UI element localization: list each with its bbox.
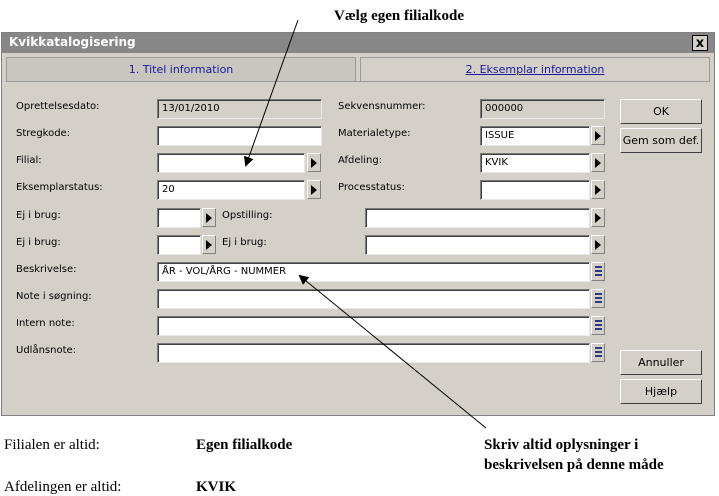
beskrivelse-input[interactable]: ÅR - VOL/ÅRG - NUMMER (157, 262, 590, 282)
afdeling-input[interactable]: KVIK (480, 153, 590, 173)
tab-label: 2. Eksemplar information (465, 63, 605, 76)
label-ej-i-brug-3: Ej i brug: (222, 237, 267, 248)
annotation-filial-value: Egen filialkode (196, 437, 293, 453)
label-note-i-soegning: Note i søgning: (16, 291, 92, 302)
annotation-bottom-right-line2: beskrivelsen på denne måde (484, 457, 664, 473)
label-eksemplarstatus: Eksemplarstatus: (16, 182, 103, 193)
label-materialetype: Materialetype: (338, 128, 411, 139)
eksemplarstatus-input[interactable]: 20 (157, 180, 305, 200)
arrow-to-beskrivelse (300, 276, 486, 428)
annotation-afdeling-value: KVIK (196, 479, 237, 495)
tab-label: 1. Titel information (128, 63, 234, 76)
sekvensnummer-field: 000000 (480, 99, 605, 119)
annotation-bottom-right-line1: Skriv altid oplysninger i (484, 437, 639, 453)
close-button[interactable]: x (692, 35, 708, 51)
label-filial: Filial: (16, 155, 42, 166)
label-opstilling: Opstilling: (222, 210, 273, 221)
label-udlaansnote: Udlånsnote: (16, 345, 77, 356)
oprettelsesdato-field: 13/01/2010 (157, 99, 322, 119)
label-stregkode: Stregkode: (16, 128, 71, 139)
annotation-filial-label: Filialen er altid: (4, 437, 100, 453)
ok-button[interactable]: OK (620, 99, 702, 124)
materialetype-input[interactable]: ISSUE (480, 126, 590, 146)
label-processtatus: Processtatus: (338, 182, 405, 193)
label-afdeling: Afdeling: (338, 155, 383, 166)
label-sekvensnummer: Sekvensnummer: (338, 101, 426, 112)
label-intern-note: Intern note: (16, 318, 75, 329)
label-ej-i-brug-2: Ej i brug: (16, 237, 61, 248)
annotation-afdeling-label: Afdelingen er altid: (4, 479, 122, 495)
label-oprettelsesdato: Oprettelsesdato: (16, 101, 100, 112)
annotation-top: Vælg egen filialkode (334, 8, 464, 24)
label-beskrivelse: Beskrivelse: (16, 264, 77, 275)
label-ej-i-brug-1: Ej i brug: (16, 210, 61, 221)
window-title: Kvikkatalogisering (9, 35, 136, 49)
hjaelp-button[interactable]: Hjælp (620, 379, 702, 404)
annuller-button[interactable]: Annuller (620, 350, 702, 375)
arrow-to-filial (246, 20, 298, 165)
gem-som-def-button[interactable]: Gem som def. (620, 128, 702, 153)
